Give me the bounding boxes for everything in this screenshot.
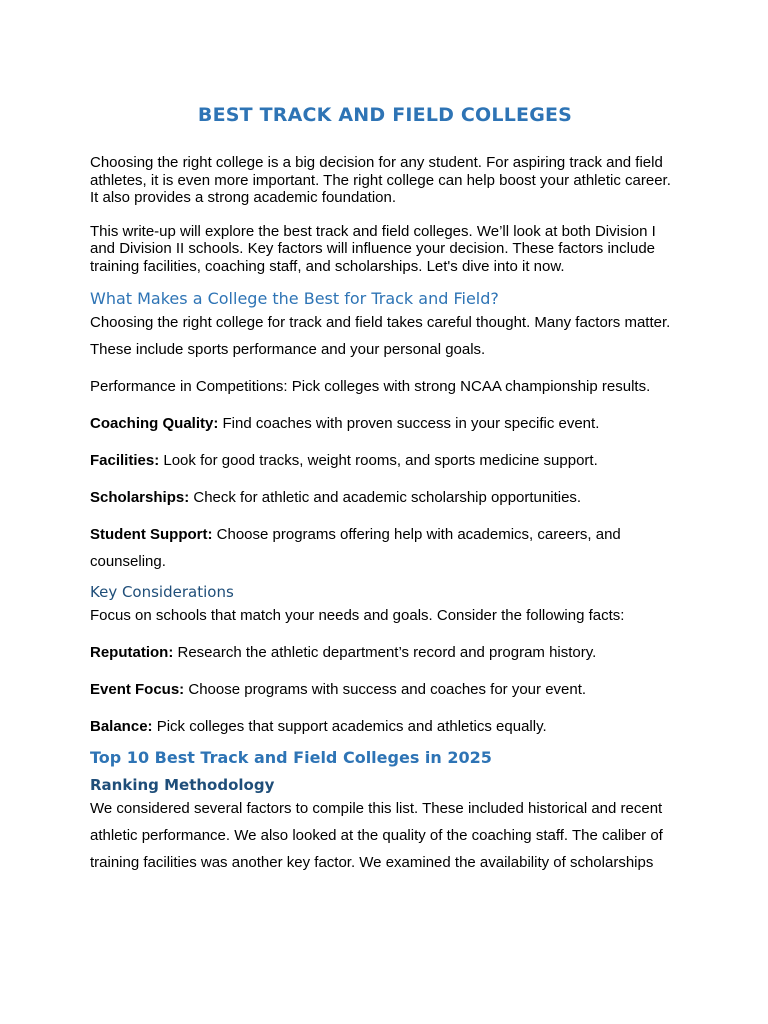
item-text: Research the athletic department’s record and program history. xyxy=(173,644,597,661)
intro-paragraph-1: Choosing the right college is a big decision for any student. For aspiring track and field athletes, it is even more important. The right college can help boost your athletic career. It also provides a strong academic foundation. xyxy=(90,154,671,206)
section-heading-what-makes: What Makes a College the Best for Track and Field? xyxy=(90,289,499,308)
factor-label: Coaching Quality: xyxy=(90,415,219,432)
factor-text: Look for good tracks, weight rooms, and sports medicine support. xyxy=(159,452,598,469)
factor-coaching-quality xyxy=(90,410,680,437)
performance-paragraph: Performance in Competitions: Pick colleges with strong NCAA championship results. xyxy=(90,378,651,395)
document-page xyxy=(90,0,680,876)
document-title: BEST TRACK AND FIELD COLLEGES xyxy=(197,104,573,126)
intro-paragraph-2: This write-up will explore the best track and field colleges. We’ll look at both Division I and Division II schools. Key factors will influence your decision. These factors include training facilities, coaching staff, and scholarships. Let's dive into it now. xyxy=(90,222,656,275)
section-heading-key-considerations: Key Considerations xyxy=(90,583,234,601)
item-reputation xyxy=(90,639,680,666)
factor-text: Check for athletic and academic scholarship opportunities. xyxy=(189,489,582,506)
item-event-focus xyxy=(90,676,680,703)
factor-label: Facilities: xyxy=(90,452,160,469)
factor-scholarships xyxy=(90,484,680,511)
item-balance xyxy=(90,713,680,740)
item-text: Choose programs with success and coaches for your event. xyxy=(184,681,587,698)
section-heading-top-10: Top 10 Best Track and Field Colleges in 2025 xyxy=(90,748,492,767)
item-text: Pick colleges that support academics and athletics equally. xyxy=(152,718,547,735)
section2-lead-paragraph: Focus on schools that match your needs and goals. Consider the following facts: xyxy=(90,607,625,624)
factor-text: Find coaches with proven success in your specific event. xyxy=(218,415,600,432)
factor-label: Scholarships: xyxy=(90,489,190,506)
section1-lead-paragraph: Choosing the right college for track and field takes careful thought. Many factors matter. These include sports performance and your personal goals. xyxy=(90,314,671,358)
factor-facilities xyxy=(90,447,680,474)
factor-text: Choose programs offering help with academics, careers, and counseling. xyxy=(90,526,621,570)
factor-label: Student Support: xyxy=(90,526,213,543)
ranking-methodology-paragraph: We considered several factors to compile this list. These included historical and recent athletic performance. We also looked at the quality of the coaching staff. The caliber of training facilities was another key factor. We examined the availability of scholarships xyxy=(90,800,663,871)
item-label: Reputation: xyxy=(90,644,174,661)
item-label: Balance: xyxy=(90,718,153,735)
item-label: Event Focus: xyxy=(90,681,185,698)
section-subheading-ranking-methodology: Ranking Methodology xyxy=(90,776,275,794)
factor-student-support xyxy=(90,521,680,575)
